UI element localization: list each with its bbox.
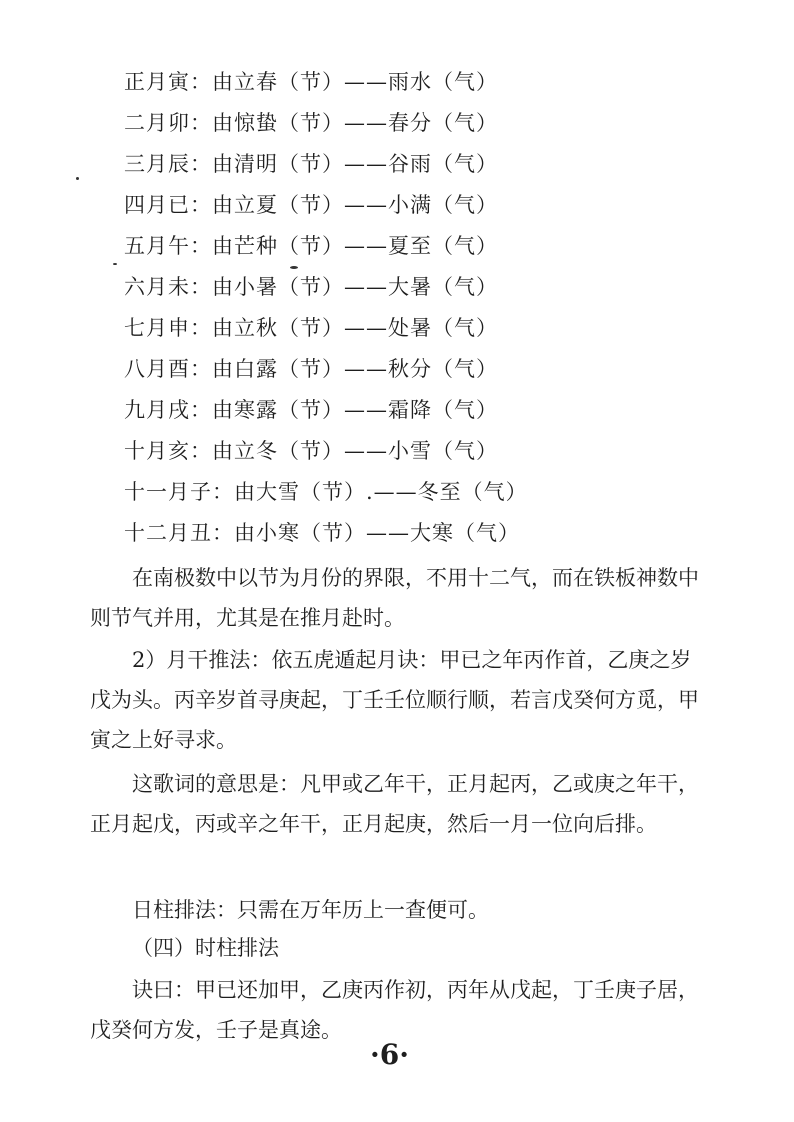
month-row-7: [124, 308, 528, 349]
month-text: 由寒露（节）——霜降（气）: [212, 398, 498, 422]
month-row-1: [124, 62, 528, 103]
month-label: 正月寅：: [124, 70, 212, 94]
month-label: 九月戌：: [124, 398, 212, 422]
month-row-5: [124, 226, 528, 267]
month-label: 二月卯：: [124, 111, 212, 135]
month-row-11: [124, 472, 528, 513]
month-text: 由立夏（节）——小满（气）: [212, 193, 498, 217]
paragraph-1: 在南极数中以节为月份的界限，不用十二气，而在铁板神数中则节气并用，尤其是在推月赴时。: [90, 566, 699, 630]
month-text: 由惊蛰（节）——春分（气）: [212, 111, 498, 135]
month-text: 由小暑（节）——大暑（气）: [212, 275, 498, 299]
month-row-10: [124, 431, 528, 472]
month-label: 十二月丑：: [124, 521, 234, 545]
scan-speck: [113, 263, 117, 265]
month-row-4: [124, 185, 528, 226]
month-label: 七月申：: [124, 316, 212, 340]
section-heading: （四）时柱排法: [132, 936, 279, 960]
paragraph-3: 这歌词的意思是：凡甲或乙年干，正月起丙，乙或庚之年干，正月起戊，丙或辛之年干，正月起庚，然后一月一位向后排。: [90, 772, 699, 836]
paragraph-6: 诀曰：甲已还加甲，乙庚丙作初，丙年从戊起，丁壬庚子居，戊癸何方发，壬子是真途。: [90, 978, 699, 1042]
month-label: 六月未：: [124, 275, 212, 299]
month-row-8: [124, 349, 528, 390]
month-row-2: [124, 103, 528, 144]
paragraph-4: 日柱排法：只需在万年历上一查便可。: [132, 898, 489, 922]
month-label: 三月辰：: [124, 152, 212, 176]
month-list: [124, 62, 528, 554]
month-text: 由立冬（节）——小雪（气）: [212, 439, 498, 463]
month-label: 十一月子：: [124, 480, 234, 504]
month-text: 由立春（节）——雨水（气）: [212, 70, 498, 94]
month-row-9: [124, 390, 528, 431]
scan-speck: [290, 266, 298, 269]
month-label: 四月已：: [124, 193, 212, 217]
month-row-12: [124, 513, 528, 554]
page-number: ·6·: [370, 1038, 409, 1071]
month-text: 由白露（节）——秋分（气）: [212, 357, 498, 381]
month-label: 八月酉：: [124, 357, 212, 381]
month-text: 由清明（节）——谷雨（气）: [212, 152, 498, 176]
month-row-3: [124, 144, 528, 185]
scan-speck: [76, 177, 79, 180]
month-text: 由芒种（节）——夏至（气）: [212, 234, 498, 258]
month-text: 由大雪（节）.——冬至（气）: [234, 480, 528, 504]
month-text: 由立秋（节）——处暑（气）: [212, 316, 498, 340]
month-label: 十月亥：: [124, 439, 212, 463]
month-label: 五月午：: [124, 234, 212, 258]
month-text: 由小寒（节）——大寒（气）: [234, 521, 520, 545]
paragraph-2: 2）月干推法：依五虎遁起月诀：甲已之年丙作首，乙庚之岁戊为头。丙辛岁首寻庚起，丁壬壬位顺行顺，若言戊癸何方觅，甲寅之上好寻求。: [90, 648, 699, 752]
month-row-6: [124, 267, 528, 308]
